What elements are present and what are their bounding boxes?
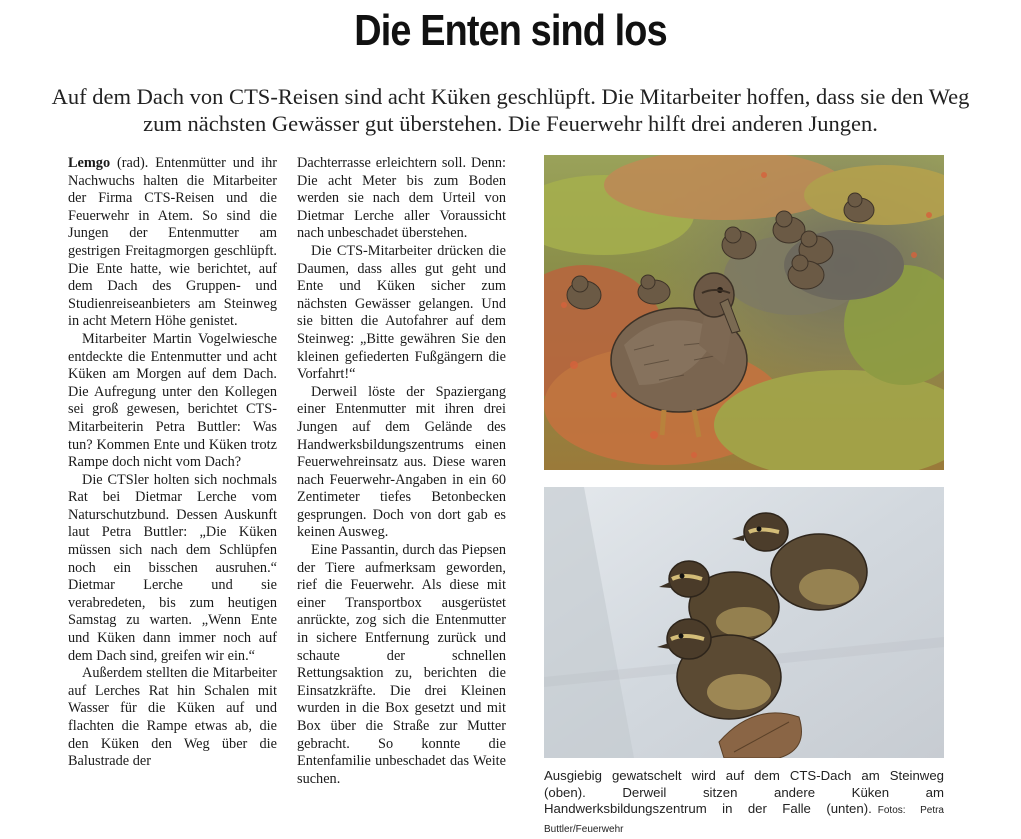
- headline: Die Enten sind los: [354, 6, 667, 55]
- paragraph: Außerdem stellten die Mitarbeiter auf Lerches Rat hin Schalen mit Wasser für die Küken auf und flachten die Rampe etwas ab, die den Küken den Weg über die Balustrade der: [68, 665, 277, 770]
- paragraph: Mitarbeiter Martin Vogelwiesche entdeckte die Entenmutter und acht Küken am Morgen auf dem Dach. Die Aufregung unter den Kollegen sei groß gewesen, berichtet CTS-Mitarbeiterin Petra Buttler: Was tun? Kommen Ente und Küken trotz Rampe doch nicht vom Dach?: [68, 330, 277, 471]
- photo-caption: [544, 768, 944, 838]
- paragraph: Derweil löste der Spaziergang einer Entenmutter mit ihren drei Jungen auf dem Gelände des Handwerksbildungszentrums einen Feuerwehreinsatz aus. Diese waren nach Feuerwehr-Angaben in ein 60 Zentimeter tiefes Betonbecken gesprungen. Doch von dort gab es keinen Ausweg.: [297, 383, 506, 541]
- photo-credit: Fotos: Petra Buttler/Feuerwehr: [544, 805, 944, 835]
- paragraph-text: (rad). Entenmütter und ihr Nachwuchs halten die Mitarbeiter der Firma CTS-Reisen und die Feuerwehr in Atem. So sind die Jungen der Entenmutter am gestrigen Freitagmorgen geschlüpft. Die Ente hatte, wie berichtet, auf dem Dach des Gruppen- und Studienreiseanbieters am Steinweg in acht Metern Höhe genistet.: [68, 155, 277, 330]
- paragraph: Dachterrasse erleichtern soll. Denn: Die acht Meter bis zum Boden werden sie nach dem Urteil von Dietmar Lerche aller Voraussicht nach unbeschadet überstehen.: [297, 155, 506, 242]
- paragraph: Die CTS-Mitarbeiter drücken die Daumen, dass alles gut geht und Ente und Küken sicher zum nächsten Gewässer gelangen. Und sie bitten die Autofahrer auf dem Steinweg: „Bitte gewähren Sie den kleinen gefiederten Fußgängern die Vorfahrt!“: [297, 242, 506, 383]
- duck-family-roof-photo: [544, 155, 944, 470]
- ducklings-basin-photo: [544, 487, 944, 758]
- paragraph: Die CTSler holten sich nochmals Rat bei Dietmar Lerche vom Naturschutzbund. Dessen Auskunft laut Petra Buttler: „Die Küken müssen sich nach dem Schlüpfen noch ein bisschen ausruhen.“ Dietmar Lerche und sie verabredeten, bis zum heutigen Samstag zu warten. „Wenn Ente und Küken dann immer noch auf dem Dach sind, greifen wir ein.“: [68, 471, 277, 664]
- subheadline: Auf dem Dach von CTS-Reisen sind acht Küken geschlüpft. Die Mitarbeiter hoffen, dass sie den Weg zum nächsten Gewässer gut überstehen. Die Feuerwehr hilft drei anderen Jungen.: [51, 84, 970, 136]
- caption-text: Ausgiebig gewatschelt wird auf dem CTS-Dach am Steinweg (oben). Derweil sitzen andere Küken am Handwerksbildungszentrum in der Falle (unten).: [544, 768, 944, 816]
- paragraph: [68, 155, 277, 331]
- paragraph: Eine Passantin, durch das Piepsen der Tiere aufmerksam geworden, rief die Feuerwehr. Als diese mit einer Transportbox ausgerüstet anrückte, zog sich die Entenmutter in sichere Entfernung zurück und schaute der schnellen Rettungsaktion zu, berichten die Einsatzkräfte. Die drei Kleinen wurden in die Box gesetzt und mit Box über die Straße zur Mutter gebracht. So konnte die Entenfamilie unbeschadet das Weite suchen.: [297, 542, 506, 787]
- dateline: Lemgo: [68, 155, 111, 171]
- text-column-1: [68, 155, 277, 771]
- text-column-2: [297, 155, 506, 788]
